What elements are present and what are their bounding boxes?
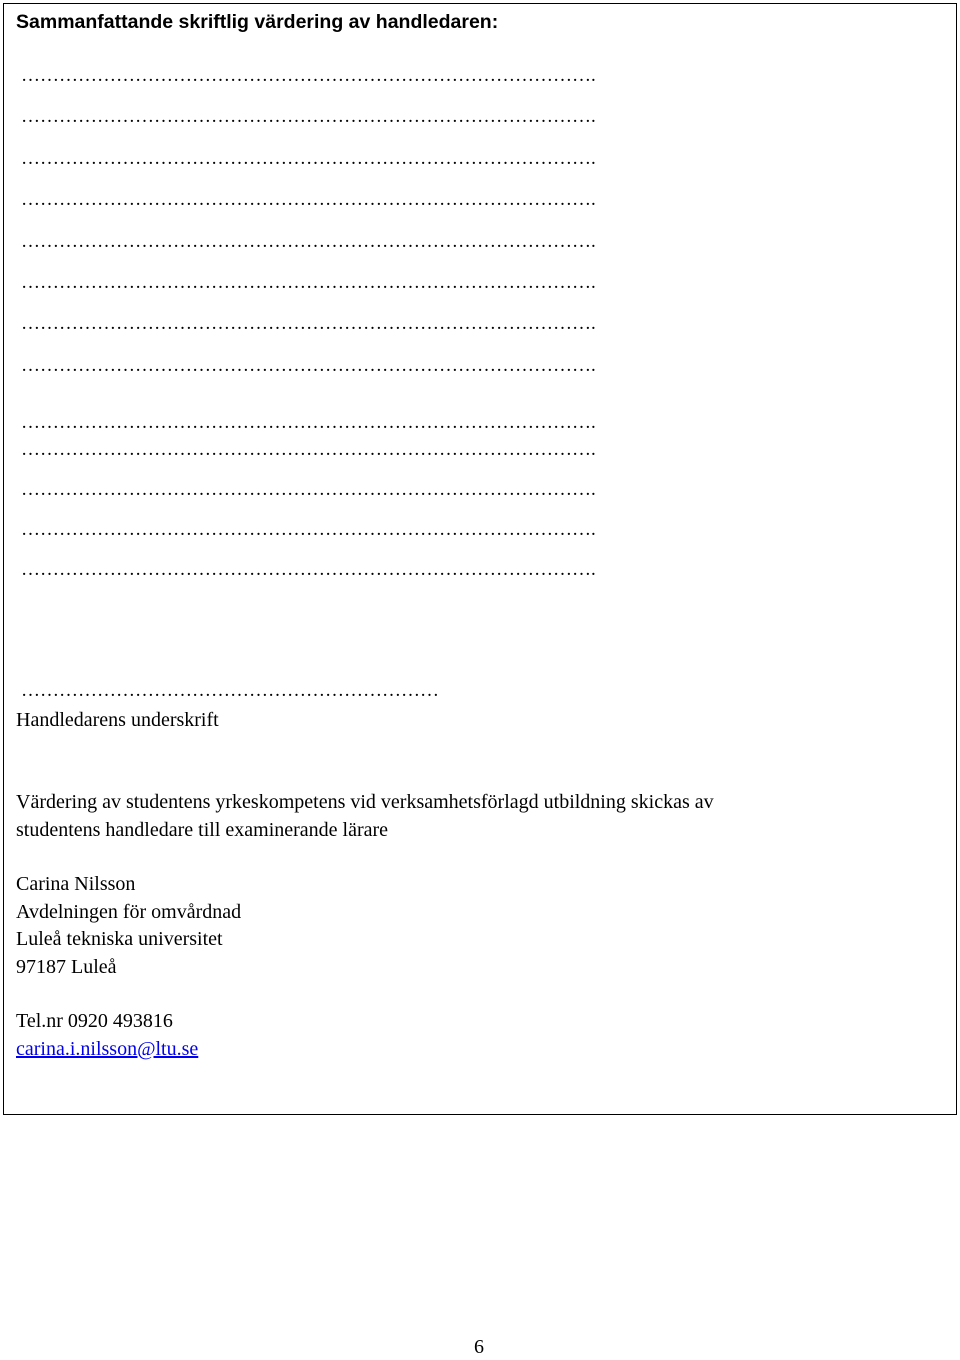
instruction-text: [16, 789, 714, 844]
dotted-writing-line: ……………………………………………………………………………….: [21, 189, 596, 210]
dotted-writing-line: ……………………………………………………………………………….: [21, 479, 596, 500]
instruction-line: Värdering av studentens yrkeskompetens vid verksamhetsförlagd utbildning skickas av: [16, 791, 714, 813]
dotted-writing-line: ……………………………………………………………………………….: [21, 65, 596, 86]
contact-address: [16, 871, 241, 981]
dotted-writing-line: ……………………………………………………………………………….: [21, 559, 596, 580]
contact-university: Luleå tekniska universitet: [16, 928, 223, 950]
contact-email-link[interactable]: carina.i.nilsson@ltu.se: [16, 1037, 199, 1060]
dotted-writing-line: ……………………………………………………………………………….: [21, 313, 596, 334]
signature-label: Handledarens underskrift: [16, 709, 219, 731]
dotted-writing-line: ……………………………………………………………………………….: [21, 439, 596, 460]
form-heading: Sammanfattande skriftlig värdering av handledaren:: [16, 11, 499, 33]
dotted-writing-line: ……………………………………………………………………………….: [21, 231, 596, 252]
contact-name: Carina Nilsson: [16, 873, 136, 895]
page-number: 6: [474, 1336, 484, 1358]
dotted-writing-line: ……………………………………………………………………………….: [21, 412, 596, 433]
instruction-line: studentens handledare till examinerande lärare: [16, 818, 389, 841]
dotted-writing-line: ……………………………………………………………………………….: [21, 519, 596, 540]
signature-line: …………………………………………………………: [21, 680, 439, 701]
dotted-writing-line: ……………………………………………………………………………….: [21, 106, 596, 127]
contact-department: Avdelningen för omvårdnad: [16, 900, 242, 923]
evaluation-form-box: [3, 3, 957, 1115]
contact-details: [16, 1008, 198, 1063]
contact-postal-address: 97187 Luleå: [16, 955, 117, 978]
contact-phone: Tel.nr 0920 493816: [16, 1010, 173, 1032]
dotted-writing-line: ……………………………………………………………………………….: [21, 272, 596, 293]
dotted-writing-line: ……………………………………………………………………………….: [21, 148, 596, 169]
dotted-writing-line: ……………………………………………………………………………….: [21, 355, 596, 376]
